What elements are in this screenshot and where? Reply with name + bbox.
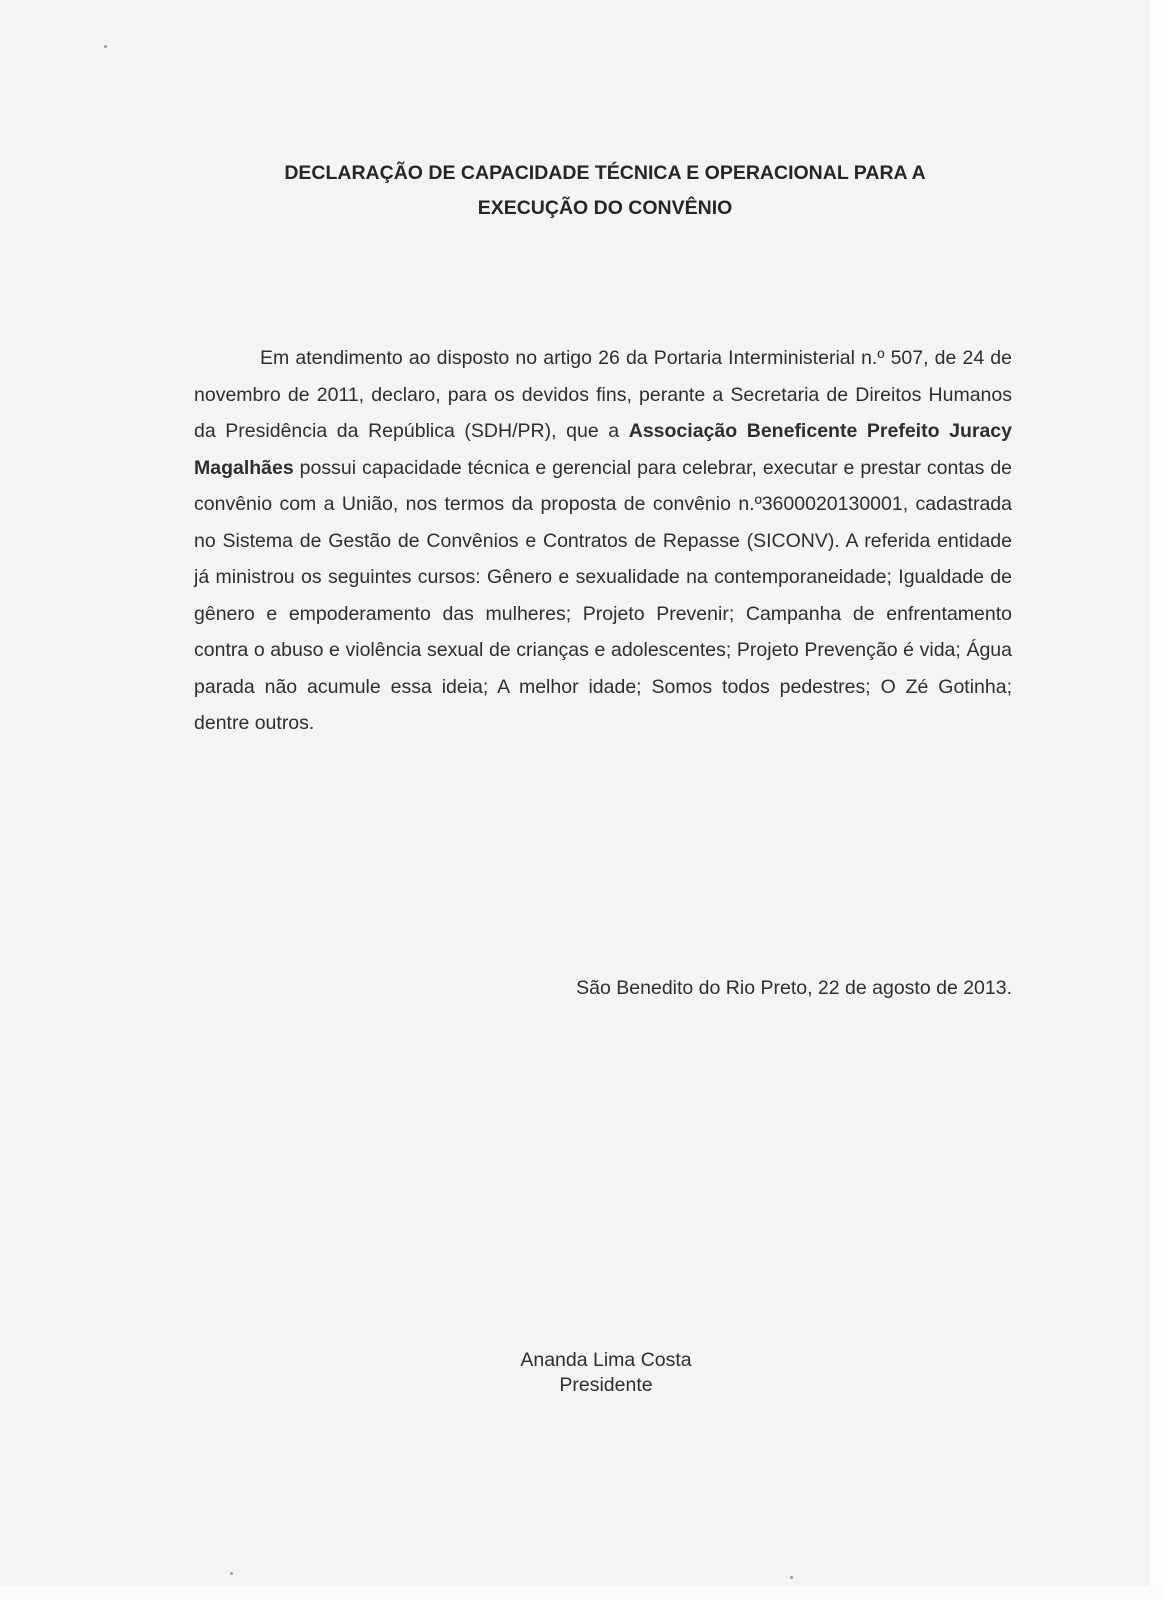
signer-role: Presidente (559, 1374, 653, 1396)
place-and-date: São Benedito do Rio Preto, 22 de agosto de 2013. (576, 977, 1012, 999)
organization-name: Associação Beneficente Prefeito Juracy Magalhães (194, 420, 1012, 479)
paragraph-text-after-organization: possui capacidade técnica e gerencial para celebrar, executar e prestar contas de convênio com a União, nos termos da proposta de convênio n.º3600020130001, cadastrada no Sistema de Gestão de Convênios e Contratos de Repasse (SICONV). A referida entidade já ministrou os seguintes cursos: Gênero e sexualidade na contemporaneidade; Igualdade de gênero e empoderamento das mulheres; Projeto Prevenir; Campanha de enfrentamento contra o abuso e violência sexual de crianças e adolescentes; Projeto Prevenção é vida; Água parada não acumule essa ideia; A melhor idade; Somos todos pedestres; O Zé Gotinha; dentre outros. (194, 456, 1013, 734)
document-title (180, 156, 1030, 226)
paper-bottom-edge (0, 1586, 1163, 1600)
scan-speck (790, 1576, 793, 1579)
signature-block (456, 1348, 756, 1398)
title-line-1: DECLARAÇÃO DE CAPACIDADE TÉCNICA E OPERACIONAL PARA A (284, 162, 926, 184)
scan-speck (104, 45, 107, 48)
paragraph-text-before-organization: Em atendimento ao disposto no artigo 26 da Portaria Interministerial n.º 507, de 24 de novembro de 2011, declaro, para os devidos fins, perante a Secretaria de Direitos Humanos da Presidência da República (SDH/PR), que a (194, 347, 1012, 442)
paper-right-edge (1150, 0, 1163, 1600)
signer-name: Ananda Lima Costa (520, 1349, 692, 1371)
title-line-2: EXECUÇÃO DO CONVÊNIO (477, 197, 733, 219)
declaration-paragraph (194, 340, 1012, 742)
scan-speck (230, 1572, 233, 1575)
